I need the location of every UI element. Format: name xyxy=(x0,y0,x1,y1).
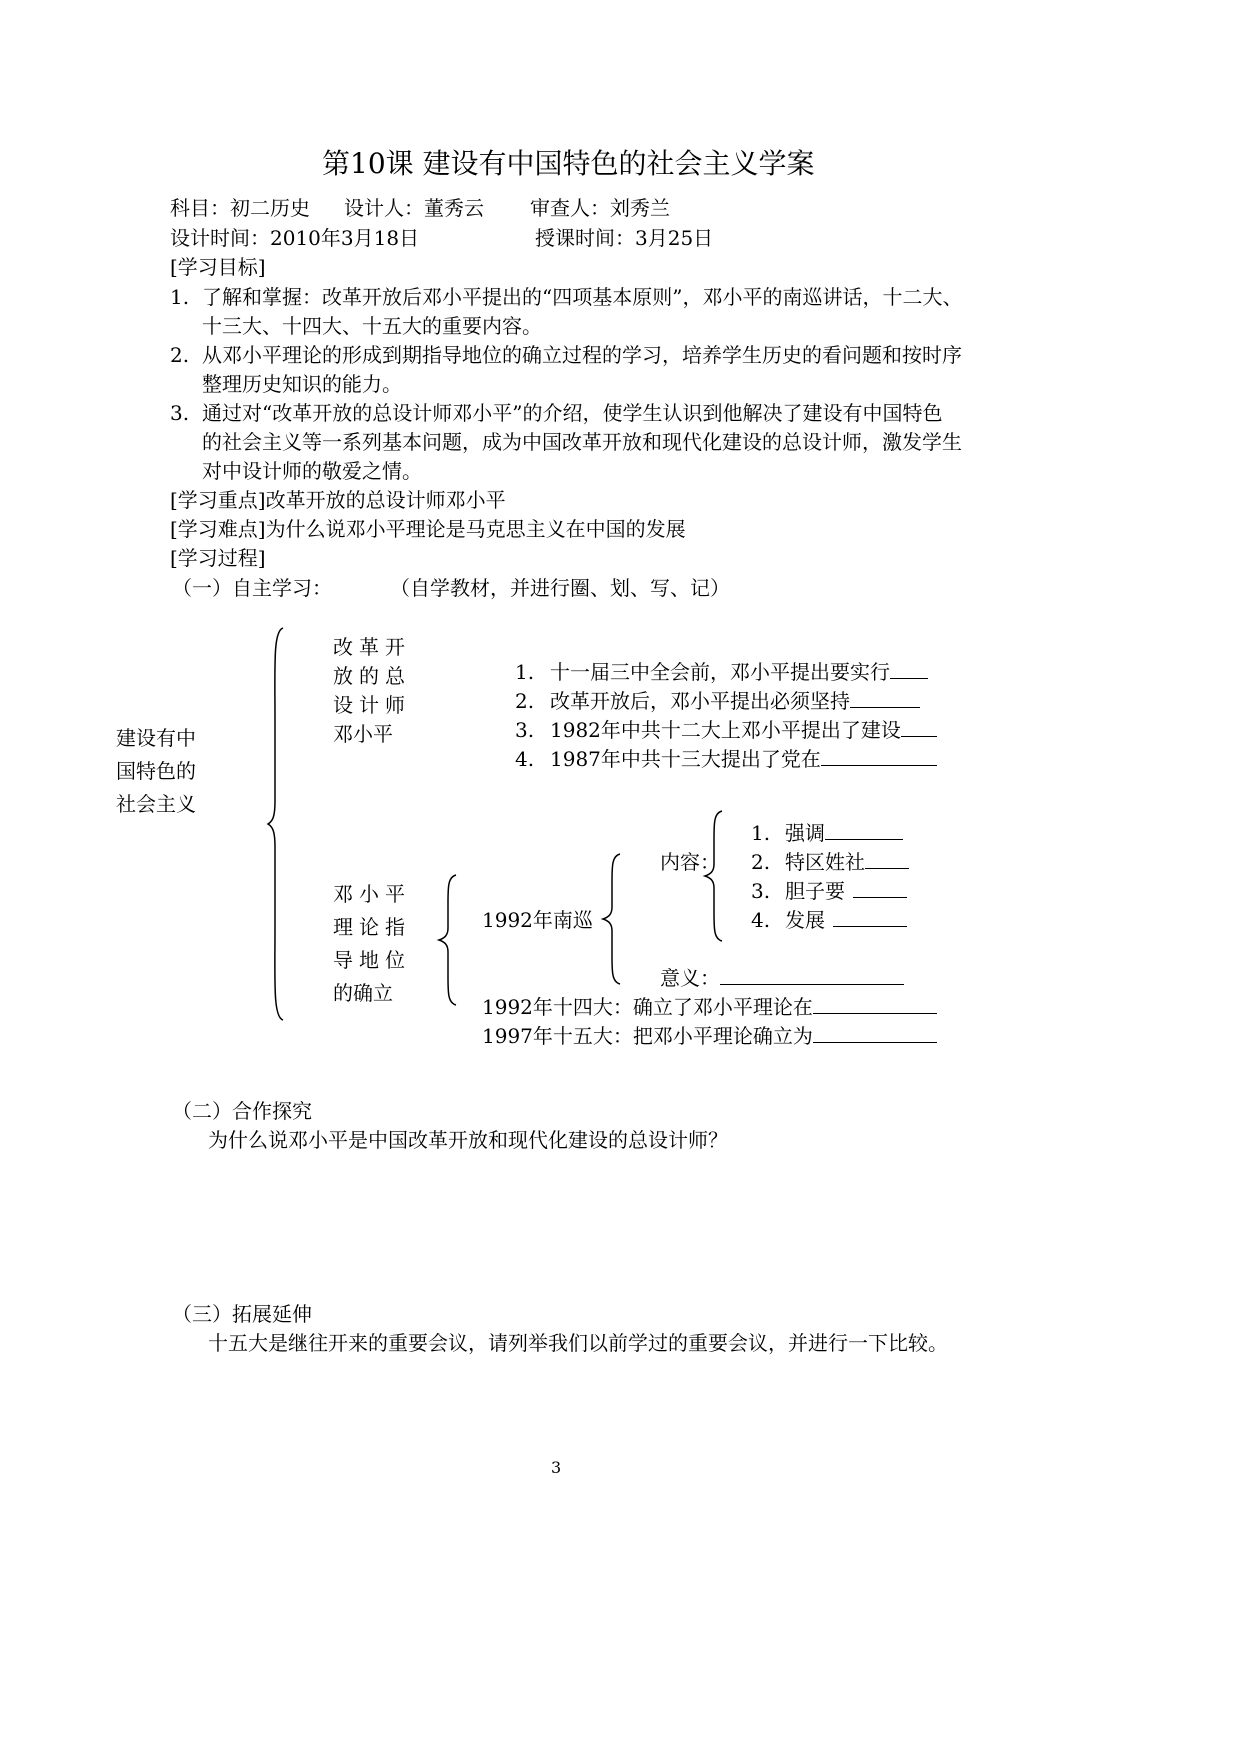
content-item-number: 1. xyxy=(751,821,771,845)
reviewer-label: 审查人：刘秀兰 xyxy=(530,196,670,220)
diagram-root-line: 国特色的 xyxy=(116,759,196,783)
branch1-item-text xyxy=(550,658,928,686)
branch2-label-line: 邓小平 xyxy=(333,882,411,906)
objective-number: 3. xyxy=(170,401,190,425)
answer-blank[interactable] xyxy=(833,906,907,927)
part1-label: （一）自主学习： xyxy=(172,576,332,600)
content-item-text xyxy=(785,848,909,876)
answer-blank[interactable] xyxy=(813,1022,937,1043)
answer-blank[interactable] xyxy=(821,745,937,766)
objective-text: 十三大、十四大、十五大的重要内容。 xyxy=(202,314,542,338)
diagram-root xyxy=(116,722,196,821)
branch2-label xyxy=(333,878,411,1010)
part1-note: （自学教材，并进行圈、划、写、记） xyxy=(390,576,730,600)
branch2-label-line: 导地位 xyxy=(333,948,411,972)
south-tour-label: 1992年南巡 xyxy=(482,908,593,932)
branch1-label-line: 设计师 xyxy=(333,693,411,717)
process-heading: [学习过程] xyxy=(170,546,266,570)
branch1-label-line: 邓小平 xyxy=(333,722,393,746)
meaning-label xyxy=(660,964,904,992)
branch1-item-text xyxy=(550,687,920,715)
content-item-label: 强调 xyxy=(785,821,825,845)
design-time-label: 设计时间：2010年3月18日 xyxy=(170,226,420,250)
congress15-text: 1997年十五大：把邓小平理论确立为 xyxy=(482,1024,813,1048)
congress14-line xyxy=(482,993,937,1021)
objective-number: 1. xyxy=(170,285,190,309)
content-item-number: 2. xyxy=(751,850,771,874)
content-label: 内容： xyxy=(660,850,720,874)
designer-label: 设计人：董秀云 xyxy=(344,196,484,220)
congress14-text: 1992年十四大：确立了邓小平理论在 xyxy=(482,995,813,1019)
content-item-text xyxy=(785,877,907,905)
page-number: 3 xyxy=(551,1458,562,1477)
branch1-item-number: 2. xyxy=(515,689,535,713)
answer-blank[interactable] xyxy=(853,877,907,898)
content-item-text xyxy=(785,819,903,847)
answer-blank[interactable] xyxy=(901,716,937,737)
objective-text: 从邓小平理论的形成到期指导地位的确立过程的学习，培养学生历史的看问题和按时序 xyxy=(202,343,962,367)
congress15-line xyxy=(482,1022,937,1050)
content-item-label: 特区姓社 xyxy=(785,850,865,874)
objective-number: 2. xyxy=(170,343,190,367)
branch1-item-label: 1982年中共十二大上邓小平提出了建设 xyxy=(550,718,901,742)
answer-blank[interactable] xyxy=(813,993,937,1014)
answer-blank[interactable] xyxy=(890,658,928,679)
page-title: 第10课 建设有中国特色的社会主义学案 xyxy=(322,147,815,180)
part2-question: 为什么说邓小平是中国改革开放和现代化建设的总设计师？ xyxy=(208,1128,728,1152)
content-item-label: 胆子要 xyxy=(785,879,845,903)
diagram-root-line: 建设有中 xyxy=(116,726,196,750)
branch2-label-line: 的确立 xyxy=(333,981,393,1005)
south-tour-brace xyxy=(600,852,624,986)
content-item-text xyxy=(785,906,907,934)
objective-text: 了解和掌握：改革开放后邓小平提出的“四项基本原则”，邓小平的南巡讲话，十二大、 xyxy=(202,285,963,309)
key-point: [学习重点]改革开放的总设计师邓小平 xyxy=(170,488,506,512)
part3-question: 十五大是继往开来的重要会议，请列举我们以前学过的重要会议，并进行一下比较。 xyxy=(208,1331,948,1355)
main-brace xyxy=(266,626,286,1022)
answer-blank[interactable] xyxy=(825,819,903,840)
content-item-label: 发展 xyxy=(785,908,825,932)
branch1-item-label: 改革开放后，邓小平提出必须坚持 xyxy=(550,689,850,713)
content-item-number: 3. xyxy=(751,879,771,903)
teach-time-label: 授课时间：3月25日 xyxy=(535,226,714,250)
meaning-label-text: 意义： xyxy=(660,966,720,990)
branch1-label xyxy=(333,633,411,749)
objective-text: 通过对“改革开放的总设计师邓小平”的介绍，使学生认识到他解决了建设有中国特色 xyxy=(202,401,943,425)
difficulty: [学习难点]为什么说邓小平理论是马克思主义在中国的发展 xyxy=(170,517,686,541)
part2-label: （二）合作探究 xyxy=(172,1099,312,1123)
branch1-item-number: 3. xyxy=(515,718,535,742)
branch1-item-number: 1. xyxy=(515,660,535,684)
diagram-root-line: 社会主义 xyxy=(116,792,196,816)
answer-blank[interactable] xyxy=(865,848,909,869)
objective-text: 的社会主义等一系列基本问题，成为中国改革开放和现代化建设的总设计师，激发学生 xyxy=(202,430,962,454)
content-item-number: 4. xyxy=(751,908,771,932)
branch2-brace xyxy=(436,873,460,1007)
content-brace xyxy=(702,809,726,943)
answer-blank[interactable] xyxy=(720,964,904,985)
objectives-heading: [学习目标] xyxy=(170,255,266,279)
branch2-label-line: 理论指 xyxy=(333,915,411,939)
part3-label: （三）拓展延伸 xyxy=(172,1302,312,1326)
branch1-item-number: 4. xyxy=(515,747,535,771)
branch1-item-text xyxy=(550,716,937,744)
branch1-item-label: 十一届三中全会前，邓小平提出要实行 xyxy=(550,660,890,684)
branch1-label-line: 放的总 xyxy=(333,664,411,688)
branch1-label-line: 改革开 xyxy=(333,635,411,659)
objective-text: 对中设计师的敬爱之情。 xyxy=(202,459,422,483)
branch1-item-text xyxy=(550,745,937,773)
subject-label: 科目：初二历史 xyxy=(170,196,310,220)
answer-blank[interactable] xyxy=(850,687,920,708)
objective-text: 整理历史知识的能力。 xyxy=(202,372,402,396)
branch1-item-label: 1987年中共十三大提出了党在 xyxy=(550,747,821,771)
